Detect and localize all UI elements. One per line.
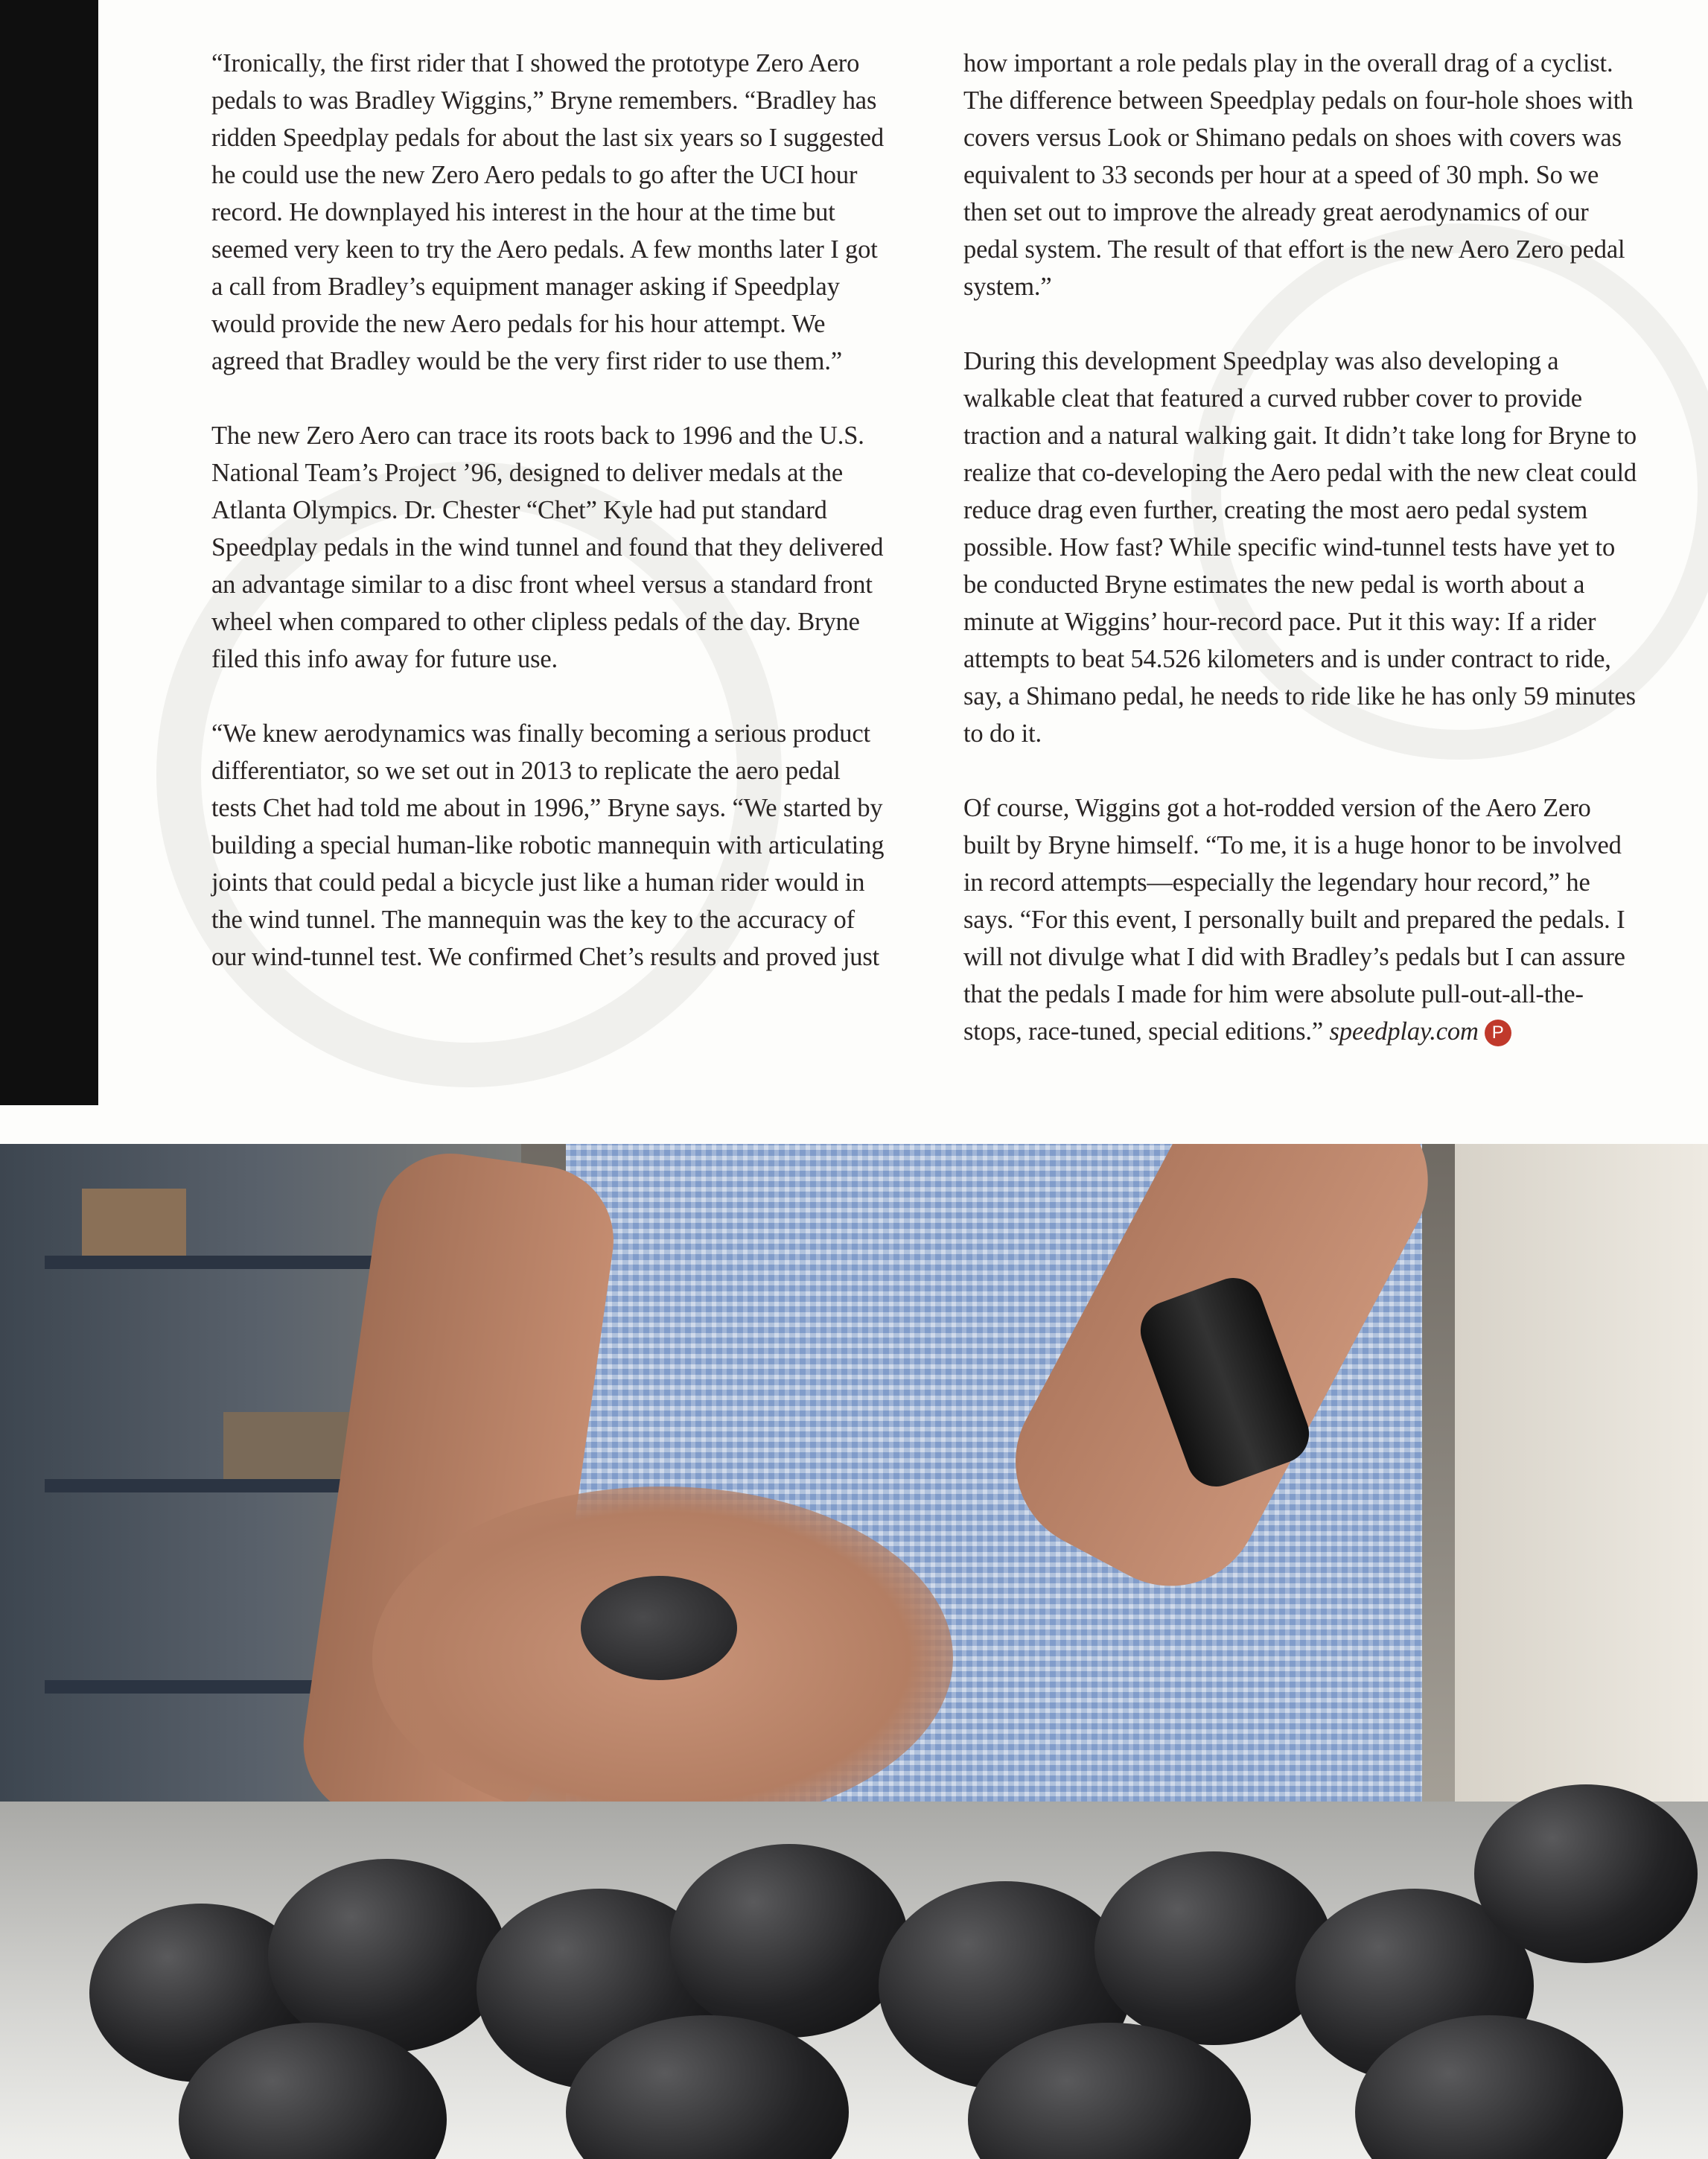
- paragraph-text: Of course, Wiggins got a hot-rodded version of the Aero Zero built by Bryne himself. “To me, it is a huge honor to be involved in record attempts—especially the legendary hour record,” he says. “For this event, I personally built and prepared the pedals. I will not divulge what I did with Bradley’s pedals but I can assure that the pedals I made for him were absolute pull-out-all-the-stops, race-tuned, special editions.”: [963, 794, 1625, 1046]
- pedal: [1474, 1784, 1698, 1963]
- pedal: [670, 1844, 908, 2038]
- shelf-box: [223, 1412, 357, 1479]
- wall-background: [1455, 1144, 1708, 1889]
- paragraph: During this development Speedplay was also developing a walkable cleat that featured a curved rubber cover to provide traction and a natural walking gait. It didn’t take long for Bryne to realize that co-developing the Aero pedal with the new cleat could reduce drag even further, creating the most aero pedal system possible. How fast? While specific wind-tunnel tests have yet to be conducted Bryne estimates the new pedal is worth about a minute at Wiggins’ hour-record pace. Put it this way: If a rider attempts to beat 54.526 kilometers and is under contract to ride, say, a Shimano pedal, he needs to ride like he has only 59 minutes to do it.: [963, 347, 1637, 748]
- pedal-in-hands: [581, 1576, 737, 1680]
- paragraph: The new Zero Aero can trace its roots back to 1996 and the U.S. National Team’s Project ’96, designed to deliver medals at the Atlanta Olympics. Dr. Chester “Chet” Kyle had put standard Speedplay pedals in the wind tunnel and found that they delivered an advantage similar to a disc front wheel versus a standard front wheel when compared to other clipless pedals of the day. Bryne filed this info away for future use.: [211, 422, 884, 673]
- side-color-bar: [0, 0, 98, 1105]
- pedal: [1094, 1851, 1333, 2045]
- paragraph: how important a role pedals play in the overall drag of a cyclist. The difference between Speedplay pedals on four-hole shoes with covers versus Look or Shimano pedals on shoes with covers was equivalent to 33 seconds per hour at a speed of 30 mph. So we then set out to improve the already great aerodynamics of our pedal system. The result of that effort is the new Aero Zero pedal system.”: [963, 49, 1634, 301]
- closing-paragraph: [963, 789, 1641, 1050]
- end-mark-icon: P: [1485, 1020, 1511, 1046]
- article-column-right: [963, 45, 1641, 1102]
- source-link[interactable]: speedplay.com: [1329, 1017, 1479, 1046]
- paragraph: “We knew aerodynamics was finally becoming a serious product differentiator, so we set out in 2013 to replicate the aero pedal tests Chet had told me about in 1996,” Bryne says. “We started by building a special human-like robotic mannequin with articulating joints that could pedal a bicycle just like a human rider would in the wind tunnel. The mannequin was the key to the accuracy of our wind-tunnel test. We confirmed Chet’s results and proved just: [211, 719, 885, 971]
- article-column-left: [211, 45, 889, 1102]
- article-body: [211, 45, 1641, 1102]
- shelf-box: [82, 1189, 186, 1256]
- paragraph: “Ironically, the first rider that I showed the prototype Zero Aero pedals to was Bradley Wiggins,” Bryne remembers. “Bradley has ridden Speedplay pedals for about the last six years so I suggested he could use the new Zero Aero pedals to go after the UCI hour record. He downplayed his interest in the hour at the time but seemed very keen to try the Aero pedals. A few months later I got a call from Bradley’s equipment manager asking if Speedplay would provide the new Aero pedals for his hour attempt. We agreed that Bradley would be the very first rider to use them.”: [211, 49, 885, 375]
- workshop-photo: [0, 1144, 1708, 2159]
